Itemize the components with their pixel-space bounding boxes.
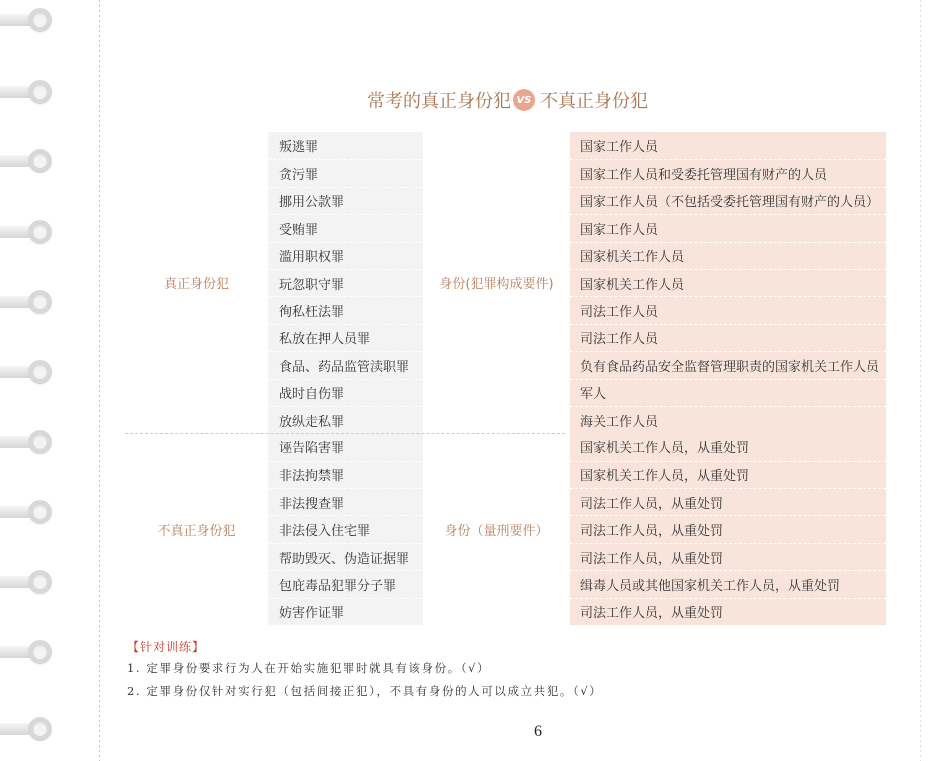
crime-cell: 挪用公款罪 [268, 187, 423, 214]
binding-ring [0, 716, 56, 742]
group-untrue-identity [125, 433, 886, 625]
crime-cell: 贪污罪 [268, 159, 423, 186]
identity-cell: 国家工作人员和受委托管理国有财产的人员 [570, 159, 886, 186]
identity-column [570, 433, 886, 625]
binding-ring [0, 569, 56, 595]
identity-cell: 国家工作人员 [570, 214, 886, 241]
binding-ring [0, 639, 56, 665]
crime-cell: 受贿罪 [268, 214, 423, 241]
binding-ring [0, 359, 56, 385]
crime-cell: 诬告陷害罪 [279, 441, 345, 457]
binding-ring [0, 148, 56, 174]
training-heading: 【针对训练】 [127, 640, 206, 654]
group-true-identity [125, 132, 886, 433]
title-left: 常考的真正身份犯 [367, 91, 511, 112]
ring-hole [28, 290, 52, 314]
identity-cell: 国家机关工作人员 [570, 242, 886, 269]
ring-hole [28, 80, 52, 104]
crime-cell: 非法拘禁罪 [268, 461, 423, 488]
crime-cell: 食品、药品监管渎职罪 [268, 351, 423, 378]
training-item: 2. 定罪身份仅针对实行犯（包括间接正犯），不具有身份的人可以成立共犯。（√） [127, 684, 603, 698]
crime-cell: 叛逃罪 [279, 140, 319, 156]
ring-hole [28, 640, 52, 664]
ring-hole [28, 570, 52, 594]
identity-type-label: 身份（量刑要件） [444, 523, 549, 539]
ring-hole [28, 430, 52, 454]
identity-cell: 司法工作人员，从重处罚 [570, 488, 886, 515]
crime-column [268, 433, 423, 625]
identity-cell: 军人 [570, 379, 886, 406]
crime-cell: 妨害作证罪 [268, 598, 423, 625]
comparison-table [125, 132, 886, 625]
identity-cell: 司法工作人员 [570, 296, 886, 323]
group-label: 真正身份犯 [163, 277, 229, 293]
binding-ring [0, 219, 56, 245]
ring-hole [28, 8, 52, 32]
identity-cell: 司法工作人员，从重处罚 [570, 515, 886, 542]
ring-hole [28, 717, 52, 741]
identity-cell: 司法工作人员 [570, 324, 886, 351]
crime-cell: 滥用职权罪 [268, 242, 423, 269]
page-number: 6 [534, 723, 542, 740]
identity-cell: 国家工作人员（不包括受委托管理国有财产的人员） [570, 187, 886, 214]
group-divider [125, 433, 565, 434]
crime-cell: 放纵走私罪 [268, 406, 423, 433]
binding-ring [0, 499, 56, 525]
ring-hole [28, 500, 52, 524]
identity-cell: 国家机关工作人员，从重处罚 [580, 441, 750, 457]
crime-column [268, 132, 423, 433]
identity-cell: 负有食品药品安全监督管理职责的国家机关工作人员 [570, 351, 886, 378]
identity-cell: 国家机关工作人员 [570, 269, 886, 296]
page-title [367, 88, 648, 112]
title-right: 不真正身份犯 [540, 91, 648, 112]
binding-ring [0, 289, 56, 315]
identity-cell: 缉毒人员或其他国家机关工作人员，从重处罚 [570, 570, 886, 597]
crime-cell: 非法搜查罪 [268, 488, 423, 515]
binding-ring [0, 429, 56, 455]
training-item: 1. 定罪身份要求行为人在开始实施犯罪时就具有该身份。（√） [127, 661, 491, 675]
ring-hole [28, 220, 52, 244]
identity-cell: 国家机关工作人员，从重处罚 [570, 461, 886, 488]
vs-badge: VS [513, 89, 535, 111]
crime-cell: 战时自伤罪 [268, 379, 423, 406]
crime-cell: 包庇毒品犯罪分子罪 [268, 570, 423, 597]
identity-cell: 国家工作人员 [580, 140, 659, 156]
identity-cell: 海关工作人员 [570, 406, 886, 433]
margin-dotted-line [99, 0, 100, 761]
identity-cell: 司法工作人员，从重处罚 [570, 543, 886, 570]
crime-cell: 玩忽职守罪 [268, 269, 423, 296]
identity-column [570, 132, 886, 433]
binding-ring [0, 7, 56, 33]
binding-ring [0, 79, 56, 105]
crime-cell: 帮助毁灭、伪造证据罪 [268, 543, 423, 570]
group-label: 不真正身份犯 [157, 523, 236, 539]
ring-hole [28, 149, 52, 173]
identity-type-label: 身份(犯罪构成要件) [439, 277, 554, 293]
right-dotted-line [920, 0, 921, 761]
identity-cell: 司法工作人员，从重处罚 [570, 598, 886, 625]
crime-cell: 非法侵入住宅罪 [268, 515, 423, 542]
ring-hole [28, 360, 52, 384]
crime-cell: 私放在押人员罪 [268, 324, 423, 351]
crime-cell: 徇私枉法罪 [268, 296, 423, 323]
